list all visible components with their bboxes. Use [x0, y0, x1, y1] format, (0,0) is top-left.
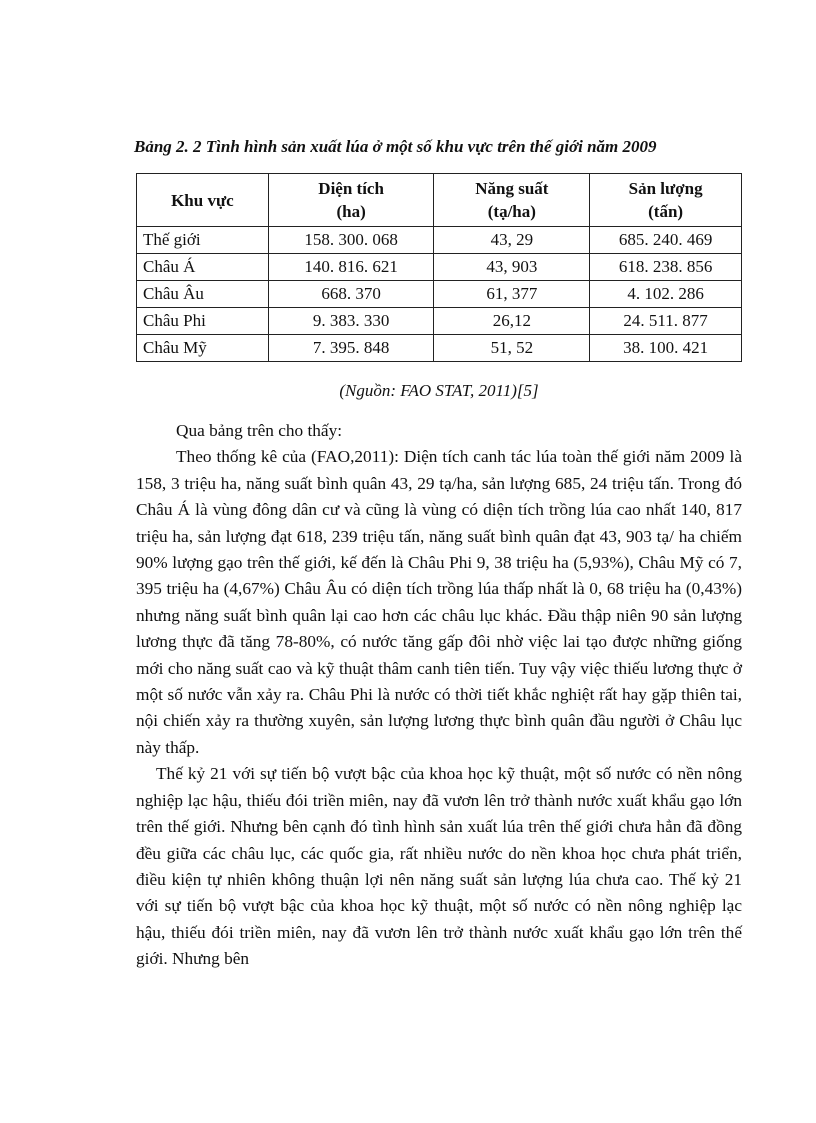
table-row [137, 227, 742, 254]
yield-cell: 61, 377 [434, 281, 590, 308]
area-cell: 668. 370 [268, 281, 434, 308]
region-cell: Thế giới [137, 227, 269, 254]
yield-cell: 26,12 [434, 308, 590, 335]
area-cell: 140. 816. 621 [268, 254, 434, 281]
table-row [137, 335, 742, 362]
body-text [136, 418, 742, 973]
rice-production-table [136, 173, 742, 362]
area-cell: 9. 383. 330 [268, 308, 434, 335]
output-cell: 4. 102. 286 [590, 281, 742, 308]
yield-cell: 43, 29 [434, 227, 590, 254]
yield-cell: 51, 52 [434, 335, 590, 362]
table-row [137, 308, 742, 335]
header-region: Khu vực [137, 174, 269, 227]
region-cell: Châu Á [137, 254, 269, 281]
header-yield: Năng suất (tạ/ha) [434, 174, 590, 227]
output-cell: 618. 238. 856 [590, 254, 742, 281]
output-cell: 24. 511. 877 [590, 308, 742, 335]
area-cell: 7. 395. 848 [268, 335, 434, 362]
paragraph: Thế kỷ 21 với sự tiến bộ vượt bậc của khoa học kỹ thuật, một số nước có nền nông nghiệp lạc hậu, thiếu đói triền miên, nay đã vươn lên trở thành nước xuất khẩu gạo lớn trên thế giới. Nhưng bên cạnh đó tình hình sản xuất lúa trên thế giới chưa hẳn đã đồng đều giữa các châu lục, các quốc gia, rất nhiều nước do nền khoa học chưa phát triển, điều kiện tự nhiên không thuận lợi nên năng suất sản lượng lúa chưa cao. Thế kỷ 21 với sự tiến bộ vượt bậc của khoa học kỹ thuật, một số nước có nền nông nghiệp lạc hậu, thiếu đói triền miên, nay đã vươn lên trở thành nước xuất khẩu gạo lớn trên thế giới. Nhưng bên [136, 764, 742, 969]
yield-cell: 43, 903 [434, 254, 590, 281]
table-caption: Bảng 2. 2 Tình hình sản xuất lúa ở một số khu vực trên thế giới năm 2009 [134, 137, 657, 156]
header-output: Sản lượng (tấn) [590, 174, 742, 227]
paragraph: Theo thống kê của (FAO,2011): Diện tích canh tác lúa toàn thế giới năm 2009 là 158, 3 triệu ha, năng suất bình quân 43, 29 tạ/ha, sản lượng 685, 24 triệu tấn. Trong đó Châu Á là vùng đông dân cư và cũng là vùng có diện tích trồng lúa cao nhất 140, 817 triệu ha, sản lượng đạt 618, 239 triệu tấn, năng suất bình quân đạt 43, 903 tạ/ ha chiếm 90% lượng gạo trên thế giới, kế đến là Châu Phi 9, 38 triệu ha (5,93%), Châu Mỹ có 7, 395 triệu ha (4,67%) Châu Âu có diện tích trồng lúa thấp nhất là 0, 68 triệu ha (0,43%) nhưng năng suất bình quân lại cao hơn các châu lục khác. Đầu thập niên 90 sản lượng lương thực đã tăng 78-80%, có nước tăng gấp đôi nhờ việc lai tạo được những giống mới cho năng suất cao và kỹ thuật thâm canh tiên tiến. Tuy vậy việc thiếu lương thực ở một số nước vẫn xảy ra. Châu Phi là nước có thời tiết khắc nghiệt rất hay gặp thiên tai, nội chiến xảy ra thường xuyên, sản lượng lương thực bình quân đầu người ở Châu lục này thấp. [136, 447, 742, 757]
region-cell: Châu Phi [137, 308, 269, 335]
table-header-row [137, 174, 742, 227]
table-row [137, 254, 742, 281]
region-cell: Châu Âu [137, 281, 269, 308]
table-source: (Nguồn: FAO STAT, 2011)[5] [339, 381, 539, 400]
area-cell: 158. 300. 068 [268, 227, 434, 254]
intro-line: Qua bảng trên cho thấy: [176, 421, 343, 440]
header-area: Diện tích (ha) [268, 174, 434, 227]
table-row [137, 281, 742, 308]
region-cell: Châu Mỹ [137, 335, 269, 362]
output-cell: 38. 100. 421 [590, 335, 742, 362]
output-cell: 685. 240. 469 [590, 227, 742, 254]
